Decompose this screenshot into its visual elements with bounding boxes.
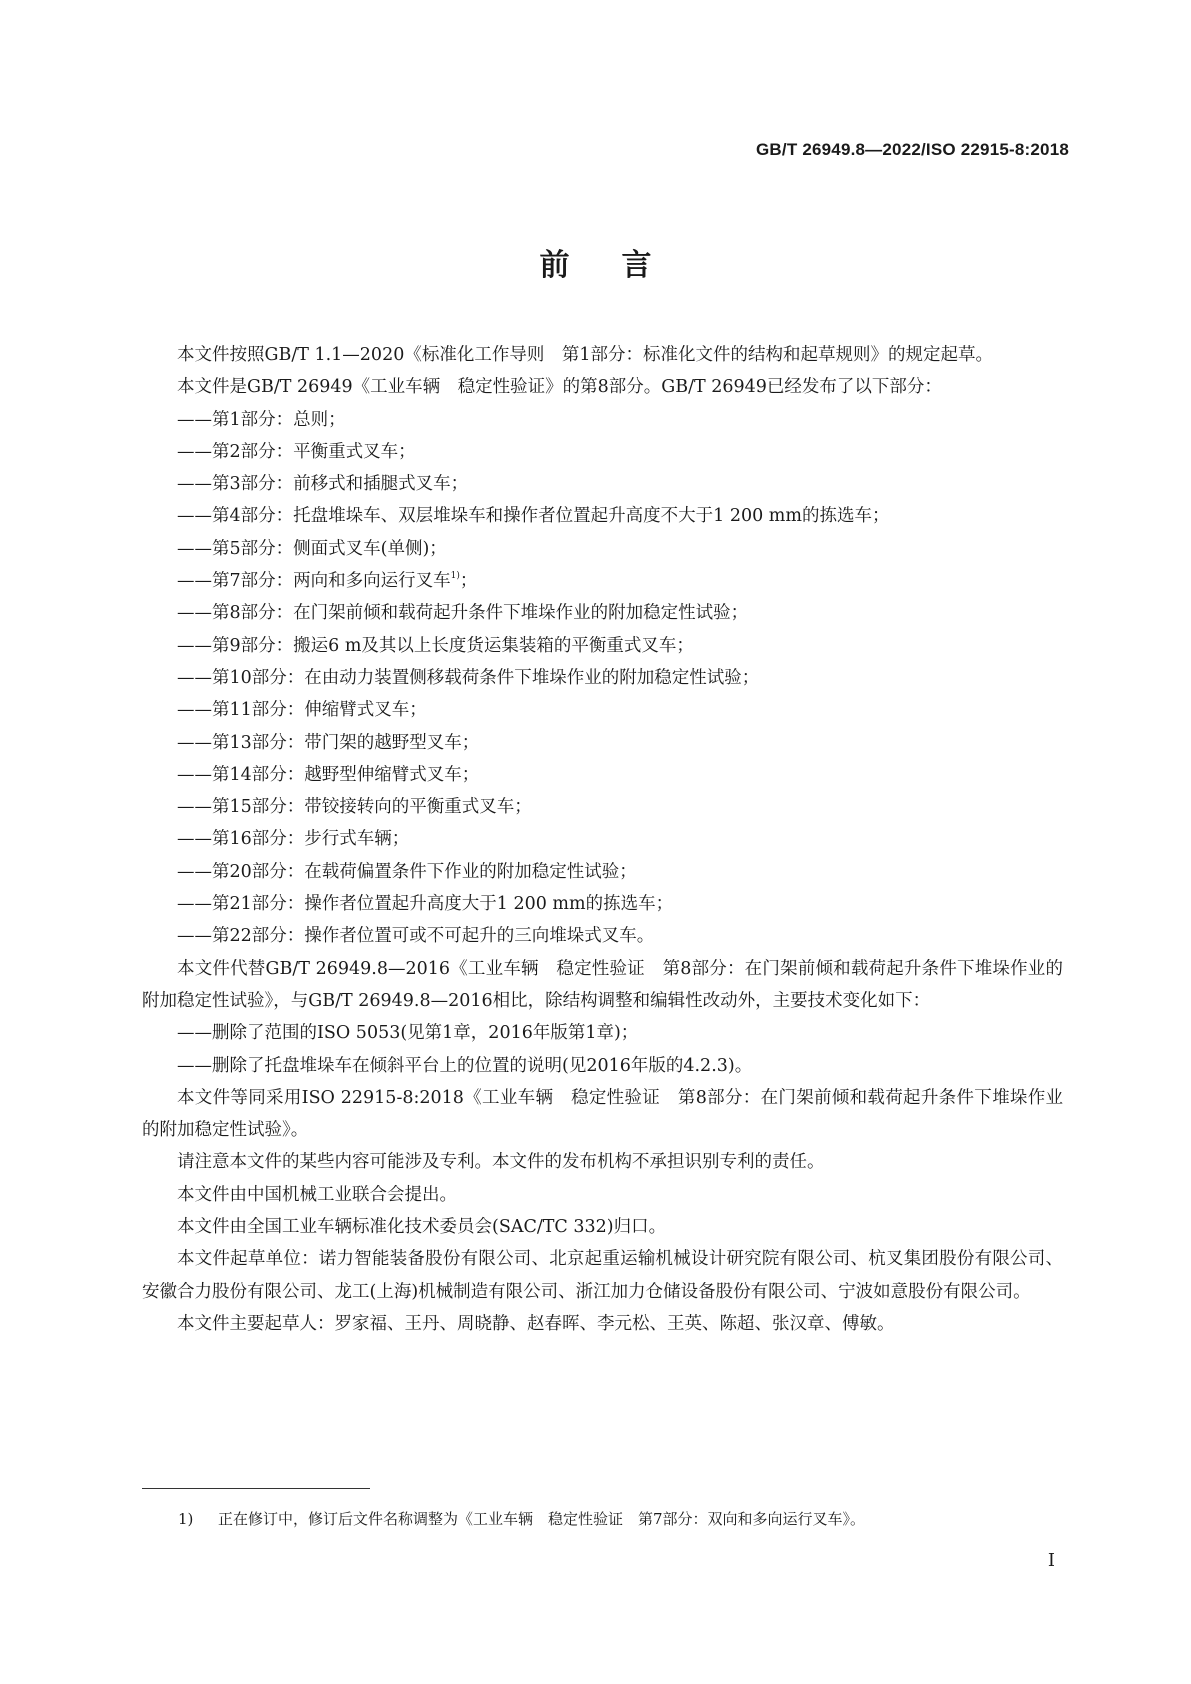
footnote [178,1508,865,1529]
list-item: ——第13部分：带门架的越野型叉车； [177,732,480,753]
list-item: ——第10部分：在由动力装置侧移载荷条件下堆垛作业的附加稳定性试验； [177,667,760,688]
list-item: ——第20部分：在载荷偏置条件下作业的附加稳定性试验； [177,861,637,882]
footnote-divider [142,1488,370,1489]
list-item: ——第4部分：托盘堆垛车、双层堆垛车和操作者位置起升高度不大于1 200 mm的拣选车； [177,506,890,527]
paragraph-replacement: 本文件代替GB/T 26949.8—2016《工业车辆 稳定性验证 第8部分：在门架前倾和载荷起升条件下堆垛作业的附加稳定性试验》，与GB/T 26949.8—2016相比，除结构调整和编辑性改动外，主要技术变化如下： [142,958,1063,1011]
list-item: ——第5部分：侧面式叉车(单侧)； [177,538,447,559]
list-item: ——第3部分：前移式和插腿式叉车； [177,474,469,495]
list-item: ——第2部分：平衡重式叉车； [177,441,416,462]
paragraph-drafters: 本文件主要起草人：罗家福、王丹、周晓静、赵春晖、李元松、王英、陈超、张汉章、傅敏。 [177,1313,895,1334]
list-item: ——第21部分：操作者位置起升高度大于1 200 mm的拣选车； [177,894,674,915]
list-item [142,565,1063,597]
list-item: ——第15部分：带铰接转向的平衡重式叉车； [177,797,532,818]
list-item: ——第11部分：伸缩臂式叉车； [177,700,427,721]
footnote-text: 正在修订中，修订后文件名称调整为《工业车辆 稳定性验证 第7部分：双向和多向运行叉车》。 [218,1510,866,1528]
list-item: ——第9部分：搬运6 m及其以上长度货运集装箱的平衡重式叉车； [177,635,694,656]
list-item: ——删除了范围的ISO 5053(见第1章，2016年版第1章)； [177,1023,639,1044]
list-item-end: ； [459,571,478,592]
page-title: 前言 [539,248,704,283]
paragraph-adoption: 本文件等同采用ISO 22915-8:2018《工业车辆 稳定性验证 第8部分：在门架前倾和载荷起升条件下堆垛作业的附加稳定性试验》。 [142,1087,1063,1141]
paragraph-committee: 本文件由全国工业车辆标准化技术委员会(SAC/TC 332)归口。 [177,1217,667,1238]
foreword-body [142,339,1063,1340]
changes-list [142,1017,1063,1082]
page-number: I [1047,1550,1055,1571]
list-item: ——第14部分：越野型伸缩臂式叉车； [177,764,480,785]
list-item: ——第22部分：操作者位置可或不可起升的三向堆垛式叉车。 [177,926,655,947]
list-item-text: ——第7部分：两向和多向运行叉车 [177,571,451,592]
paragraph-drafting-units: 本文件起草单位：诺力智能装备股份有限公司、北京起重运输机械设计研究院有限公司、杭叉集团股份有限公司、安徽合力股份有限公司、龙工(上海)机械制造有限公司、浙江加力仓储设备股份有限公司、宁波如意股份有限公司。 [142,1249,1063,1302]
list-item: ——第1部分：总则； [177,409,346,430]
footnote-marker: 1) [450,571,460,582]
paragraph-patent-notice: 请注意本文件的某些内容可能涉及专利。本文件的发布机构不承担识别专利的责任。 [177,1152,825,1173]
list-item: ——删除了托盘堆垛车在倾斜平台上的位置的说明(见2016年版的4.2.3)。 [177,1055,753,1076]
paragraph-proposer: 本文件由中国机械工业联合会提出。 [177,1184,457,1205]
list-item: ——第8部分：在门架前倾和载荷起升条件下堆垛作业的附加稳定性试验； [177,603,749,624]
footnote-number: 1) [178,1510,194,1528]
parts-list [142,404,1063,953]
paragraph-drafting-rules: 本文件按照GB/T 1.1—2020《标准化工作导则 第1部分：标准化文件的结构和起草规则》的规定起草。 [177,345,993,365]
standard-code-header: GB/T 26949.8—2022/ISO 22915-8:2018 [756,140,1069,159]
paragraph-series-intro: 本文件是GB/T 26949《工业车辆 稳定性验证》的第8部分。GB/T 26949已经发布了以下部分： [177,377,942,398]
list-item: ——第16部分：步行式车辆； [177,829,410,850]
